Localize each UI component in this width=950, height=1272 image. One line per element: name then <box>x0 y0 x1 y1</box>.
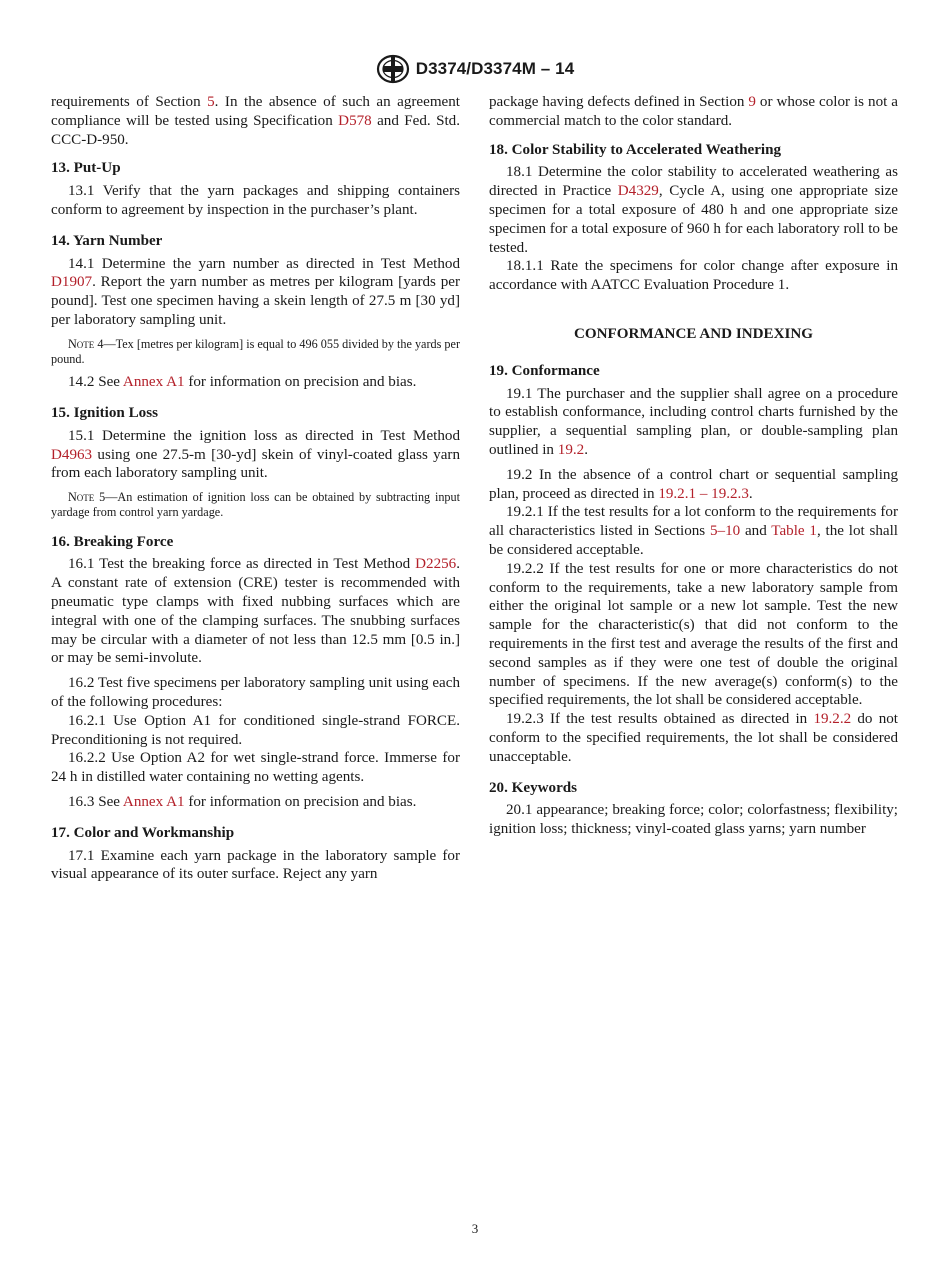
heading-14: 14. Yarn Number <box>51 232 163 249</box>
paragraph-19-2-3: 19.2.3 If the test results obtained as directed in 19.2.2 do not conform to the specified requirements, the lot shall be considered unacceptable. <box>489 711 898 765</box>
link-d2256[interactable]: D2256 <box>415 556 457 573</box>
paragraph-16-2: 16.2 Test five specimens per laboratory sampling unit using each of the following procedures: <box>51 675 460 710</box>
link-table-1[interactable]: Table 1 <box>771 523 817 540</box>
paragraph-continued: package having defects defined in Section 9 or whose color is not a commercial match to the color standard. <box>489 94 898 129</box>
right-column <box>489 93 898 839</box>
paragraph-16-3: 16.3 See Annex A1 for information on precision and bias. <box>68 793 417 810</box>
link-annex-a1[interactable]: Annex A1 <box>122 374 185 391</box>
paragraph-19-2-1: 19.2.1 If the test results for a lot conform to the requirements for all characteristics listed in Sections 5–10 and Table 1, the lot shall be considered acceptable. <box>489 504 898 558</box>
paragraph-14-1: 14.1 Determine the yarn number as directed in Test Method D1907. Report the yarn number as metres per kilogram [yards per pound]. Test one specimen having a skein length of 27.5 m [30 yd] per laboratory sampling unit. <box>51 255 460 328</box>
section-heading-conformance: CONFORMANCE AND INDEXING <box>574 325 813 342</box>
heading-19: 19. Conformance <box>489 362 600 379</box>
paragraph-13-1: 13.1 Verify that the yarn packages and shipping containers conform to agreement by inspection in the purchaser’s plant. <box>51 183 460 218</box>
link-d578[interactable]: D578 <box>338 112 372 129</box>
heading-13: 13. Put-Up <box>51 160 121 177</box>
left-column <box>51 93 460 884</box>
paragraph-intro: requirements of Section 5. In the absence of such an agreement compliance will be tested using Specification D578 and Fed. Std. CCC-D-950. <box>51 94 460 148</box>
paragraph-17-1: 17.1 Examine each yarn package in the laboratory sample for visual appearance of its outer surface. Reject any yarn <box>51 847 460 883</box>
heading-16: 16. Breaking Force <box>51 533 174 550</box>
heading-17: 17. Color and Workmanship <box>51 824 235 841</box>
paragraph-19-2-2: 19.2.2 If the test results for one or more characteristics do not conform to the requirements, take a new laboratory sample from either the original lot sample or a new lot sample. Test the new sample for the characteristic(s) that did not conform to the requirements in the first test and average the results of the first and second samples as if they were one test of double the original number of specimens. If the new average(s) conform(s) to the specified requirements, the lot shall be considered acceptable. <box>489 560 898 709</box>
paragraph-18-1: 18.1 Determine the color stability to accelerated weathering as directed in Practice D4329, Cycle A, using one appropriate size specimen for a total exposure of 480 h and one appropriate size specimen for a total exposure of 960 h for each laboratory roll to be tested. <box>489 164 898 256</box>
heading-15: 15. Ignition Loss <box>51 404 158 421</box>
paragraph-14-2: 14.2 See Annex A1 for information on precision and bias. <box>68 374 417 391</box>
paragraph-16-2-1: 16.2.1 Use Option A1 for conditioned single-strand FORCE. Preconditioning is not required. <box>51 712 460 748</box>
paragraph-16-1: 16.1 Test the breaking force as directed in Test Method D2256. A constant rate of extension (CRE) tester is recommended with pneumatic type clamps with fixed nubbing surfaces which are integral with one of the clamping surfaces. The snubbing surfaces may be circular with a diameter of not less than 12.5 mm [0.5 in.] or may be semi-involute. <box>51 556 460 667</box>
heading-18: 18. Color Stability to Accelerated Weathering <box>489 141 782 158</box>
document-id: D3374/D3374M – 14 <box>415 59 575 78</box>
link-d1907[interactable]: D1907 <box>51 274 93 291</box>
paragraph-16-2-2: 16.2.2 Use Option A2 for wet single-strand force. Immerse for 24 h in distilled water containing no wetting agents. <box>51 750 460 786</box>
link-sections-5-10[interactable]: 5–10 <box>709 523 741 540</box>
link-section-5[interactable]: 5 <box>207 94 215 110</box>
heading-20: 20. Keywords <box>489 779 578 796</box>
page-header <box>0 52 950 86</box>
link-19-2[interactable]: 19.2 <box>557 441 585 458</box>
link-d4963[interactable]: D4963 <box>51 446 93 463</box>
paragraph-19-1: 19.1 The purchaser and the supplier shall agree on a procedure to establish conformance, including control charts furnished by the supplier, a sequential sampling plan, or double-sampling plan outlined in 19.2. <box>489 385 898 458</box>
link-annex-a1[interactable]: Annex A1 <box>122 793 185 810</box>
link-d4329[interactable]: D4329 <box>617 183 659 200</box>
paragraph-18-1-1: 18.1.1 Rate the specimens for color change after exposure in accordance with AATCC Evaluation Procedure 1. <box>489 258 898 294</box>
paragraph-15-1: 15.1 Determine the ignition loss as directed in Test Method D4963 using one 27.5-m [30-yd] skein of vinyl-coated glass yarn from each laboratory sampling unit. <box>51 427 460 482</box>
link-19-2-2[interactable]: 19.2.2 <box>813 711 852 728</box>
link-section-9[interactable]: 9 <box>748 94 756 110</box>
paragraph-19-2: 19.2 In the absence of a control chart or sequential sampling plan, proceed as directed in 19.2.1 – 19.2.3. <box>489 466 898 502</box>
link-19-2-1-range[interactable]: 19.2.1 – 19.2.3 <box>658 485 749 502</box>
paragraph-20-1: 20.1 appearance; breaking force; color; colorfastness; flexibility; ignition loss; thickness; vinyl-coated glass yarns; yarn number <box>489 802 898 838</box>
note-5: Note 5—An estimation of ignition loss can be obtained by subtracting input yardage from control yarn yardage. <box>51 490 460 520</box>
note-4: Note 4—Tex [metres per kilogram] is equal to 496 055 divided by the yards per pound. <box>51 336 460 366</box>
astm-logo-icon <box>376 54 410 84</box>
page-number: 3 <box>471 1221 479 1236</box>
